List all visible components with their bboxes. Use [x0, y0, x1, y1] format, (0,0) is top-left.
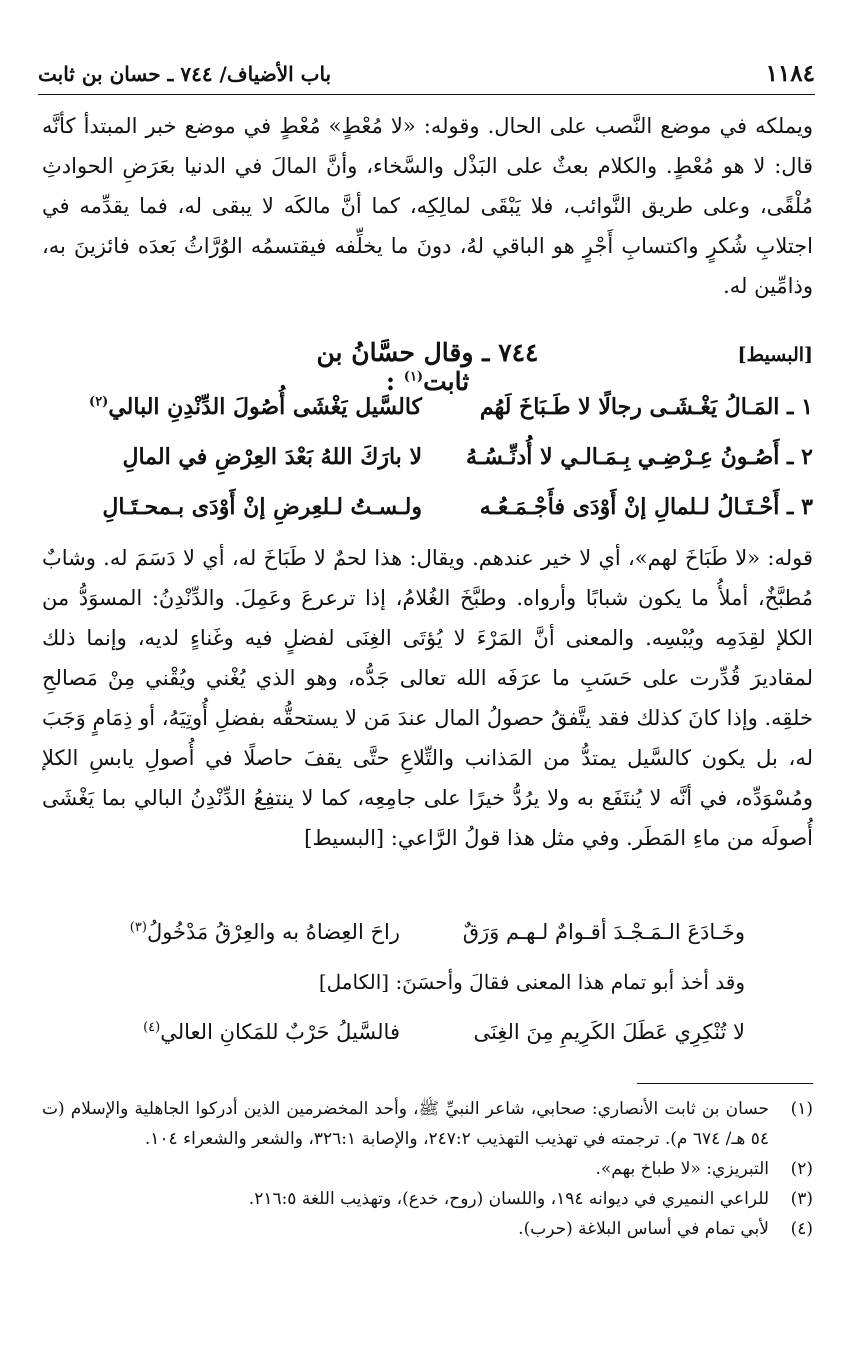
- page-number: ١١٨٤: [765, 60, 815, 87]
- verse-first-hemistich: ٢ ـ أَصُـونُ عِـرْضِـي بِـمَـالـي لا أُدنِّـسُـهُ: [466, 444, 813, 470]
- footnote-marker: (٣): [129, 920, 147, 935]
- quote-second-hemistich: [80, 920, 400, 944]
- footnote-text: للراعي النميري في ديوانه ١٩٤، واللسان (روح، خدع)، وتهذيب اللغة ٢١٦:٥.: [248, 1189, 769, 1209]
- quote-first-hemistich: لا تُنْكِرِي عَطَلَ الكَرِيمِ مِنَ الغِنَى: [473, 1020, 745, 1044]
- verse-line: [42, 388, 813, 434]
- entry-colon: :: [385, 367, 396, 396]
- verse-second-hemistich: ولـسـتُ لـلعِرضِ إنْ أَوْدَى بـمحـتَـالِ: [102, 494, 422, 520]
- footnote-text: التبريزي: «لا طباخ بهم».: [595, 1159, 769, 1179]
- verse-second-text: كالسَّيل يَغْشَى أُصُولَ الدِّنْدِنِ البالي: [108, 394, 422, 420]
- meter-label: [البسيط]: [737, 344, 813, 366]
- quote-second-text: فالسَّيلُ حَرْبٌ للمَكانِ العالي: [160, 1020, 400, 1044]
- footnote-marker: (١): [403, 369, 424, 385]
- commentary-paragraph: ويملكه في موضع النَّصب على الحال. وقوله: «لا مُعْطٍ» مُعْطٍ في موضع خبر المبتدأ كأنَّه قال: لا هو مُعْطٍ. والكلام بعثٌ على البَذْل والسَّخاء، وأنَّ المالَ في الدنيا بعَرَضِ الحوادثِ مُلْقًى، وعلى طريق النَّوائب، فلا يَبْقَى لمالِكِه، كما أنَّ مالكَه لا يبقى له، فما يقدِّمه في اجتلابِ شُكرٍ واكتسابِ أَجْرٍ هو الباقي لهُ، دونَ ما يخلِّفه فيقتسمُه الوُرَّاثُ بَعدَه فائزينَ به، وذامِّين له.: [42, 114, 813, 298]
- footnote-number: (٢): [790, 1159, 813, 1179]
- quoted-verse: [80, 1016, 745, 1060]
- verse-line: [42, 438, 813, 484]
- quote-second-text: راحَ العِضاهُ به والعِرْقُ مَدْخُولُ: [146, 920, 400, 944]
- footnote: [42, 1094, 813, 1154]
- footnote-text: حسان بن ثابت الأنصاري: صحابي، شاعر النبيِّ ﷺ، وأحد المخضرمين الذين أدركوا الجاهلية والإسلام (ت ٥٤ هـ/ ٦٧٤ م). ترجمته في تهذيب التهذيب ٢٤٧:٢، والإصابة ٣٢٦:١، والشعر والشعراء ١٠٤.: [42, 1099, 769, 1149]
- verse-line: [42, 488, 813, 534]
- quote-second-hemistich: [80, 1020, 400, 1044]
- footnote-number: (٣): [790, 1189, 813, 1209]
- entry-header: [42, 338, 813, 396]
- verse-second-hemistich: لا بارَكَ اللهُ بَعْدَ العِرْضِ في المالِ: [122, 444, 422, 470]
- footnote-marker: (٤): [143, 1020, 161, 1035]
- footnote-divider: [637, 1083, 813, 1084]
- footnote: [42, 1154, 813, 1184]
- entry-title: ٧٤٤ ـ وقال حسَّانُ بن ثابت: [316, 338, 539, 396]
- running-head-title: باب الأضياف/ ٧٤٤ ـ حسان بن ثابت: [38, 62, 332, 86]
- footnote-number: (٤): [790, 1219, 813, 1239]
- footnote-number: (١): [790, 1099, 813, 1119]
- footnote: [42, 1184, 813, 1214]
- footnote-marker: (٢): [89, 394, 109, 410]
- verse-first-hemistich: ٣ ـ أَحْـتَـالُ لـلمالِ إنْ أَوْدَى فأَجْـمَـعُـه: [479, 494, 813, 520]
- quoted-verse: [80, 916, 745, 960]
- quote-first-hemistich: وخَـادَعَ الـمَـجْـدَ أقـوامٌ لـهـم وَرَقٌ: [462, 920, 745, 944]
- running-head: [38, 56, 815, 95]
- footnote: [42, 1214, 813, 1244]
- transition-line: وقد أخذ أبو تمام هذا المعنى فقالَ وأحسَنَ: [الكامل]: [318, 970, 745, 994]
- verse-second-hemistich: [42, 394, 422, 420]
- footnote-text: لأبي تمام في أساس البلاغة (حرب).: [518, 1219, 769, 1239]
- verse-first-hemistich: ١ ـ المَـالُ يَغْـشَـى رجالًا لا طَـبَاخَ لَهُم: [479, 394, 813, 420]
- footnotes: [42, 1094, 813, 1244]
- commentary-paragraph: قوله: «لا طَبَاخَ لهم»، أي لا خير عندهم. ويقال: هذا لحمٌ لا طَبَاخَ له، أي لا دَسَمَ له. وشابٌ مُطبَّخٌ، أملأُ ما يكون شبابًا وأرواه. وطبَّخَ الغُلامُ، إذا ترعرعَ وعَمِلَ. والدِّنْدِنُ: المسوَدُّ من الكلإ لقِدَمِه ويُبْسِه. والمعنى أنَّ المَرْءَ لا يُؤتَى الغِنَى لفضلٍ فيه وغَناءٍ لديه، وإنما ذلك لمقاديرَ قُدِّرت على حَسَبِ ما عرَفَه الله تعالى جَدُّه، وهو الذي يُغْني ويُقْني مِنْ مَصالحِ خلقِه. وإذا كانَ كذلك فقد يتَّفقُ حصولُ المال عندَ مَن لا يستحقُّه بفضلِ أُوتِيَهُ، أو ذِمَامٍ وَجَبَ له، بل يكون كالسَّيل يمتدُّ من المَذانب والتِّلاعِ حتَّى يقفَ حاصلًا في أُصولِ يابسِ الكلإ ومُسْوَدِّه، في أنَّه لا يُنتَفَع به ولا يرُدُّ خيرًا على جامِعِه، كما لا ينتفِعُ الدِّنْدِنُ البالي بما يَغْشَى أُصولَه من ماءِ المَطَر. وفي مثل هذا قولُ الرَّاعي: [البسيط]: [42, 546, 813, 850]
